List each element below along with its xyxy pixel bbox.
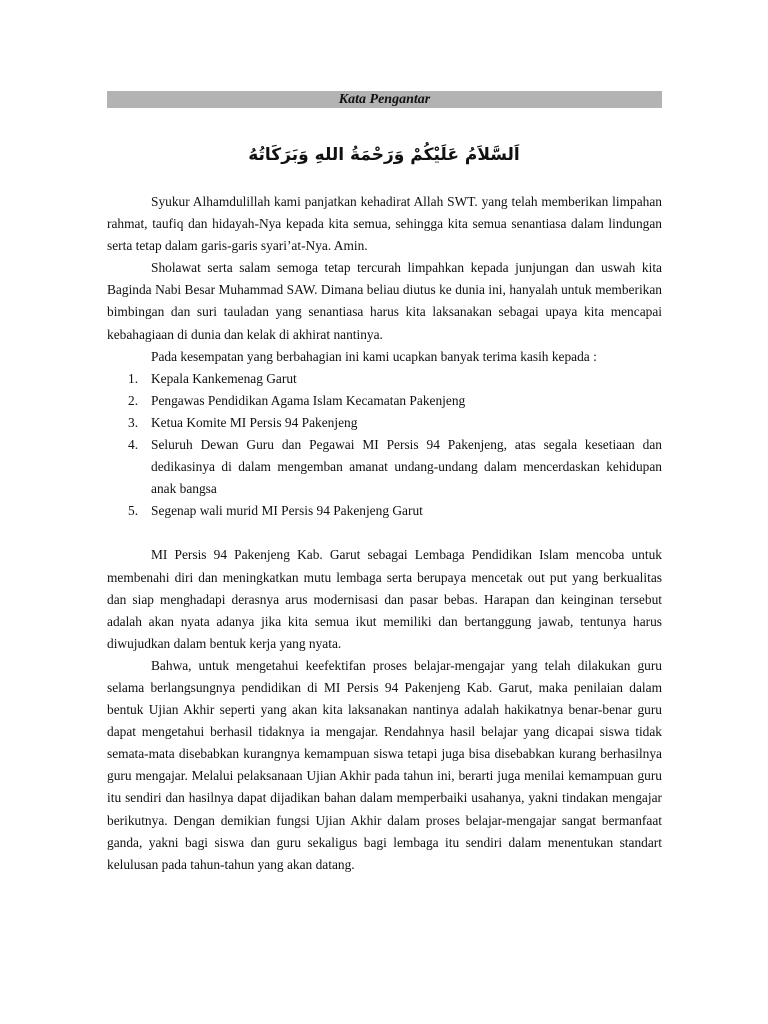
list-item-text: Segenap wali murid MI Persis 94 Pakenjeng Garut <box>151 503 423 519</box>
list-item <box>107 434 662 500</box>
paragraph-terima-kasih: Pada kesempatan yang berbahagian ini kami ucapkan banyak terima kasih kepada : <box>151 348 597 364</box>
list-item-text: Ketua Komite MI Persis 94 Pakenjeng <box>151 414 358 430</box>
salam-calligraphy: اَلسَّلاَمُ عَلَيْكُمْ وَرَحْمَةُ اللهِ وَبَرَكَاتُهُ <box>248 145 520 165</box>
list-item <box>107 390 662 412</box>
list-number: 5. <box>128 503 139 519</box>
paragraph-sholawat: Sholawat serta salam semoga tetap tercurah limpahkan kepada junjungan dan uswah kita Baginda Nabi Besar Muhammad SAW. Dimana beliau diutus ke dunia ini, hanyalah untuk memberikan bimbingan dan suri tauladan yang senantiasa harus kita laksanakan sebagai upaya kita mencapai kebahagiaan di dunia dan kelak di akhirat nantinya. <box>107 260 662 342</box>
list-number: 2. <box>128 392 139 408</box>
list-item <box>107 412 662 434</box>
list-number: 4. <box>128 437 139 453</box>
thanks-list <box>107 368 662 523</box>
document-body <box>107 191 662 876</box>
list-item-text: Pengawas Pendidikan Agama Islam Kecamatan Pakenjeng <box>151 392 466 408</box>
list-item <box>107 368 662 390</box>
paragraph-spacer <box>107 522 662 544</box>
paragraph-syukur: Syukur Alhamdulillah kami panjatkan kehadirat Allah SWT. yang telah memberikan limpahan rahmat, taufiq dan hidayah-Nya kepada kita semua, sehingga kita semua senantiasa dalam lindungan serta tetap dalam garis-garis syari’at-Nya. Amin. <box>107 194 662 254</box>
list-number: 3. <box>128 414 139 430</box>
list-item <box>107 500 662 522</box>
list-number: 1. <box>128 370 139 386</box>
paragraph-ujian-akhir: Bahwa, untuk mengetahui keefektifan proses belajar-mengajar yang telah dilakukan guru selama berlangsungnya pendidikan di MI Persis 94 Pakenjeng Kab. Garut, maka penilaian dalam bentuk Ujian Akhir seperti yang akan kita laksanakan nantinya adalah hakikatnya benar-benar guru dapat mengetahui berhasil tidaknya ia mengajar. Rendahnya hasil belajar yang dicapai siswa tidak semata-mata disebabkan kurangnya kemampuan siswa tetapi juga bisa disebabkan kurang berhasilnya guru mengajar. Melalui pelaksanaan Ujian Akhir pada tahun ini, berarti juga menilai kemampuan guru itu sendiri dan hasilnya dapat dijadikan bahan dalam memperbaiki usahanya, yakni tindakan mengajar berikutnya. Dengan demikian fungsi Ujian Akhir dalam proses belajar-mengajar sangat bermanfaat ganda, yakni bagi siswa dan guru sekaligus bagi lembaga itu sendiri dalam menentukan standart kelulusan pada tahun-tahun yang akan datang. <box>107 657 662 872</box>
page-title: Kata Pengantar <box>107 91 662 108</box>
paragraph-mi-persis: MI Persis 94 Pakenjeng Kab. Garut sebagai Lembaga Pendidikan Islam mencoba untuk membenahi diri dan meningkatkan mutu lembaga serta berupaya mencetak out put yang berkualitas dan siap menghadapi derasnya arus modernisasi dan pasar bebas. Harapan dan keinginan tersebut adalah akan nyata adanya jika kita semua ikut memiliki dan bertanggung jawab, tentunya harus diwujudkan dalam bentuk kerja yang nyata. <box>107 547 662 651</box>
list-item-text: Kepala Kankemenag Garut <box>151 370 297 386</box>
list-item-text: Seluruh Dewan Guru dan Pegawai MI Persis 94 Pakenjeng, atas segala kesetiaan dan dedikasinya di dalam mengemban amanat undang-undang dalam mencerdaskan kehidupan anak bangsa <box>151 437 662 497</box>
